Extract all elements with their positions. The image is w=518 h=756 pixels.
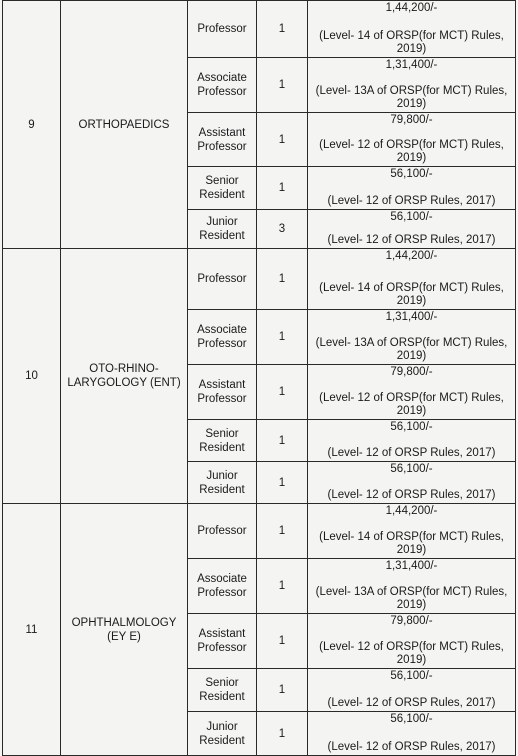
pay-amount: 56,100/-	[390, 168, 433, 180]
pay-amount: 56,100/-	[390, 713, 433, 725]
pay-level: (Level- 13A of ORSP(for MCT) Rules, 2019)	[315, 586, 508, 611]
pay-cell	[308, 310, 516, 365]
post-name: Junior Resident	[188, 462, 257, 504]
post-name: Junior Resident	[188, 712, 257, 756]
post-count: 1	[257, 504, 308, 559]
serial-number: 9	[3, 1, 61, 249]
department-name: ORTHOPAEDICS	[61, 1, 188, 249]
pay-cell	[308, 559, 516, 614]
post-count: 1	[257, 58, 308, 113]
post-name: Junior Resident	[188, 210, 257, 249]
post-count: 1	[257, 712, 308, 756]
pay-cell	[308, 462, 516, 504]
serial-number: 10	[3, 249, 61, 504]
pay-cell	[308, 1, 516, 58]
pay-level: (Level- 13A of ORSP(for MCT) Rules, 2019)	[315, 337, 508, 362]
post-count: 3	[257, 210, 308, 249]
post-count: 1	[257, 310, 308, 365]
serial-number: 11	[3, 504, 61, 756]
post-name: Senior Resident	[188, 167, 257, 210]
post-name: Professor	[188, 1, 257, 58]
pay-amount: 79,800/-	[390, 114, 433, 126]
pay-level: (Level- 12 of ORSP(for MCT) Rules, 2019)	[319, 139, 504, 164]
pay-cell	[308, 504, 516, 559]
pay-cell	[308, 249, 516, 310]
pay-level: (Level- 14 of ORSP(for MCT) Rules, 2019)	[319, 531, 504, 556]
pay-level: (Level- 12 of ORSP Rules, 2017)	[327, 489, 496, 501]
pay-amount: 79,800/-	[390, 615, 433, 627]
pay-amount: 56,100/-	[390, 421, 433, 433]
pay-level: (Level- 12 of ORSP Rules, 2017)	[327, 697, 496, 709]
post-name: Associate Professor	[188, 58, 257, 113]
pay-level: (Level- 12 of ORSP(for MCT) Rules, 2019)	[319, 392, 504, 417]
pay-cell	[308, 420, 516, 462]
post-count: 1	[257, 1, 308, 58]
table-row	[3, 249, 516, 310]
pay-level: (Level- 13A of ORSP(for MCT) Rules, 2019)	[315, 85, 508, 110]
pay-amount: 56,100/-	[390, 670, 433, 682]
pay-level: (Level- 12 of ORSP Rules, 2017)	[327, 195, 496, 207]
post-count: 1	[257, 420, 308, 462]
pay-level: (Level- 12 of ORSP Rules, 2017)	[327, 447, 496, 459]
pay-level: (Level- 12 of ORSP(for MCT) Rules, 2019)	[319, 641, 504, 666]
table-row	[3, 1, 516, 58]
post-count: 1	[257, 167, 308, 210]
pay-level: (Level- 12 of ORSP Rules, 2017)	[327, 234, 496, 246]
pay-cell	[308, 58, 516, 113]
pay-amount: 1,31,400/-	[385, 560, 438, 572]
post-name: Senior Resident	[188, 420, 257, 462]
post-name: Assistant Professor	[188, 365, 257, 420]
post-count: 1	[257, 365, 308, 420]
pay-cell	[308, 614, 516, 669]
post-count: 1	[257, 249, 308, 310]
pay-cell	[308, 210, 516, 249]
pay-amount: 1,44,200/-	[385, 505, 438, 517]
pay-amount: 56,100/-	[390, 463, 433, 475]
post-name: Senior Resident	[188, 669, 257, 712]
post-name: Professor	[188, 504, 257, 559]
post-count: 1	[257, 462, 308, 504]
pay-level: (Level- 12 of ORSP Rules, 2017)	[327, 741, 496, 753]
pay-amount: 1,44,200/-	[385, 250, 438, 262]
post-name: Professor	[188, 249, 257, 310]
post-count: 1	[257, 113, 308, 167]
post-name: Associate Professor	[188, 559, 257, 614]
pay-amount: 1,31,400/-	[385, 59, 438, 71]
pay-cell	[308, 113, 516, 167]
pay-amount: 1,31,400/-	[385, 311, 438, 323]
department-name: OTO-RHINO-LARYGOLOGY (ENT)	[61, 249, 188, 504]
pay-amount: 79,800/-	[390, 366, 433, 378]
department-name: OPHTHALMOLOGY (EY E)	[61, 504, 188, 756]
pay-cell	[308, 365, 516, 420]
posts-table	[2, 0, 516, 756]
pay-amount: 56,100/-	[390, 211, 433, 223]
pay-amount: 1,44,200/-	[385, 2, 438, 14]
pay-cell	[308, 167, 516, 210]
post-name: Assistant Professor	[188, 113, 257, 167]
post-name: Assistant Professor	[188, 614, 257, 669]
post-name: Associate Professor	[188, 310, 257, 365]
post-count: 1	[257, 614, 308, 669]
post-count: 1	[257, 669, 308, 712]
table-row	[3, 504, 516, 559]
pay-level: (Level- 14 of ORSP(for MCT) Rules, 2019)	[319, 30, 504, 55]
pay-level: (Level- 14 of ORSP(for MCT) Rules, 2019)	[319, 282, 504, 307]
post-count: 1	[257, 559, 308, 614]
pay-cell	[308, 712, 516, 756]
pay-cell	[308, 669, 516, 712]
